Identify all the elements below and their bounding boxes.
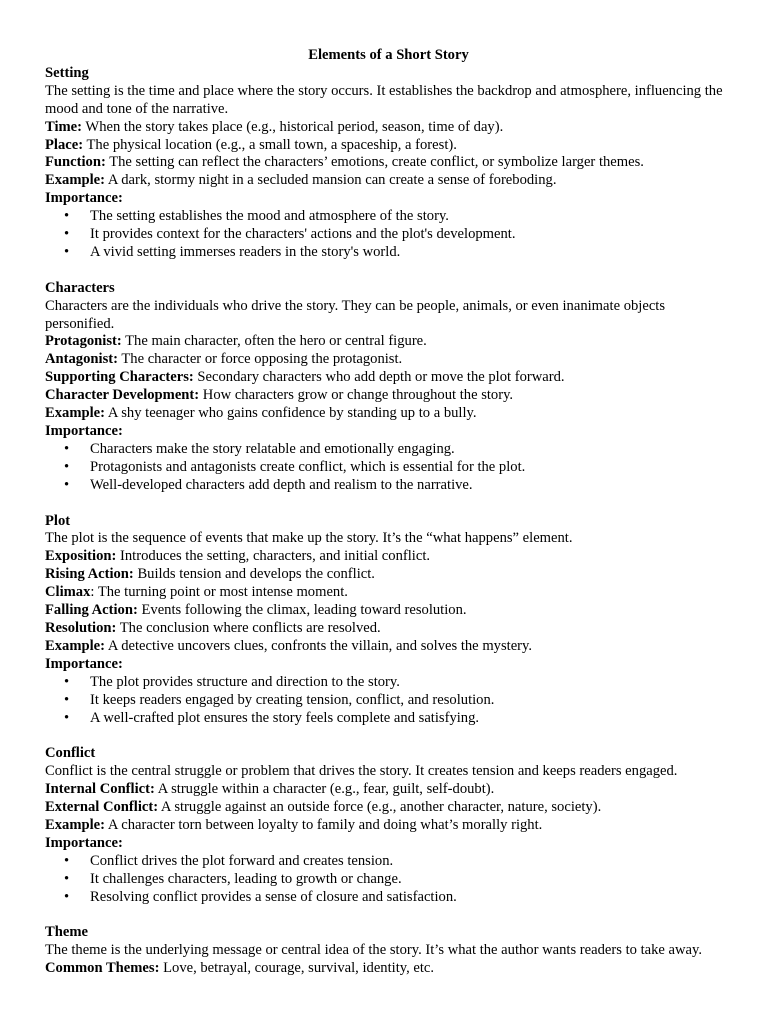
list-item-text: The plot provides structure and direction to the story.: [90, 673, 400, 690]
importance-label: Importance:: [45, 423, 123, 440]
definition-text: Introduces the setting, characters, and initial conflict.: [116, 548, 431, 565]
definition-term: Example:: [45, 816, 105, 833]
definition-text: When the story takes place (e.g., historical period, season, time of day).: [82, 118, 504, 135]
definition-text: A dark, stormy night in a secluded mansion can create a sense of foreboding.: [105, 172, 557, 189]
section-heading: Theme: [45, 924, 88, 941]
importance-list: [45, 674, 732, 728]
definition-term: External Conflict:: [45, 799, 159, 816]
list-item: [45, 226, 732, 244]
section-intro: The plot is the sequence of events that make up the story. It’s the “what happens” element.: [45, 530, 573, 547]
list-item: [45, 244, 732, 262]
section-spacer: [45, 906, 732, 924]
list-item-text: Well-developed characters add depth and realism to the narrative.: [90, 476, 473, 493]
bullet-icon: •: [64, 888, 70, 905]
definition-term: Antagonist:: [45, 351, 118, 368]
definition-text: How characters grow or change throughout the story.: [199, 387, 514, 404]
importance-list: [45, 853, 732, 907]
definition-line: [45, 333, 732, 351]
list-item: [45, 208, 732, 226]
list-item: [45, 674, 732, 692]
definition-term: Place:: [45, 136, 84, 153]
document-title: Elements of a Short Story: [308, 47, 469, 63]
section-heading: Characters: [45, 279, 115, 296]
definition-text: A detective uncovers clues, confronts the villain, and solves the mystery.: [105, 637, 533, 654]
definition-text: The physical location (e.g., a small town, a spaceship, a forest).: [83, 136, 457, 153]
bullet-icon: •: [64, 709, 70, 726]
definition-line: [45, 781, 732, 799]
list-item-text: It provides context for the characters' actions and the plot's development.: [90, 226, 516, 243]
bullet-icon: •: [64, 440, 70, 457]
definition-term: Character Development:: [45, 387, 200, 404]
section-heading: Plot: [45, 512, 71, 529]
document-body: [45, 65, 732, 978]
definition-text: Builds tension and develops the conflict.: [133, 566, 375, 583]
section-spacer: [45, 495, 732, 513]
definition-term: Climax: [45, 584, 91, 601]
section-plot: [45, 513, 732, 728]
list-item-text: Resolving conflict provides a sense of closure and satisfaction.: [90, 888, 457, 905]
definition-line: [45, 137, 732, 155]
importance-label: Importance:: [45, 190, 123, 207]
list-item: [45, 692, 732, 710]
definition-line: [45, 548, 732, 566]
definition-term: Protagonist:: [45, 333, 122, 350]
section-intro: Characters are the individuals who drive the story. They can be people, animals, or even inanimate objects personified.: [45, 297, 666, 332]
bullet-icon: •: [64, 226, 70, 243]
bullet-icon: •: [64, 458, 70, 475]
definition-line: [45, 351, 732, 369]
definition-text: A struggle against an outside force (e.g., another character, nature, society).: [158, 799, 602, 816]
definition-text: Secondary characters who add depth or move the plot forward.: [193, 369, 565, 386]
definition-line: [45, 638, 732, 656]
list-item: [45, 871, 732, 889]
bullet-icon: •: [64, 476, 70, 493]
section-spacer: [45, 262, 732, 280]
definition-text: Love, betrayal, courage, survival, identity, etc.: [159, 960, 435, 977]
definition-line: [45, 566, 732, 584]
definition-line: [45, 799, 732, 817]
importance-list: [45, 208, 732, 262]
definition-line: [45, 405, 732, 423]
definition-text: A character torn between loyalty to family and doing what’s morally right.: [105, 816, 543, 833]
section-characters: [45, 280, 732, 495]
definition-line: [45, 172, 732, 190]
section-heading: Conflict: [45, 745, 96, 762]
definition-line: [45, 119, 732, 137]
definition-text: A struggle within a character (e.g., fear, guilt, self-doubt).: [154, 781, 495, 798]
definition-line: [45, 817, 732, 835]
list-item-text: Protagonists and antagonists create conflict, which is essential for the plot.: [90, 458, 526, 475]
bullet-icon: •: [64, 673, 70, 690]
list-item: [45, 459, 732, 477]
list-item: [45, 710, 732, 728]
bullet-icon: •: [64, 208, 70, 225]
list-item: [45, 477, 732, 495]
definition-term: Function:: [45, 154, 106, 171]
definition-line: [45, 154, 732, 172]
definition-text: The main character, often the hero or central figure.: [121, 333, 427, 350]
section-spacer: [45, 727, 732, 745]
definition-term: Resolution:: [45, 619, 117, 636]
list-item: [45, 441, 732, 459]
importance-list: [45, 441, 732, 495]
list-item-text: The setting establishes the mood and atmosphere of the story.: [90, 208, 449, 225]
definition-text: The setting can reflect the characters’ emotions, create conflict, or symbolize larger themes.: [105, 154, 644, 171]
bullet-icon: •: [64, 243, 70, 260]
section-theme: [45, 924, 732, 978]
list-item-text: A well-crafted plot ensures the story feels complete and satisfying.: [90, 709, 480, 726]
definition-text: The character or force opposing the protagonist.: [117, 351, 403, 368]
definition-line: [45, 960, 732, 978]
definition-term: Falling Action:: [45, 602, 138, 619]
definition-text: The conclusion where conflicts are resolved.: [116, 619, 381, 636]
definition-text: A shy teenager who gains confidence by standing up to a bully.: [105, 405, 477, 422]
definition-term: Example:: [45, 172, 105, 189]
section-heading: Setting: [45, 64, 89, 81]
definition-text: Events following the climax, leading toward resolution.: [137, 602, 467, 619]
definition-line: [45, 369, 732, 387]
list-item-text: Conflict drives the plot forward and creates tension.: [90, 852, 394, 869]
section-conflict: [45, 745, 732, 906]
importance-label: Importance:: [45, 655, 123, 672]
list-item-text: Characters make the story relatable and emotionally engaging.: [90, 440, 455, 457]
section-setting: [45, 65, 732, 262]
section-intro: The setting is the time and place where the story occurs. It establishes the backdrop and atmosphere, influencing the mood and tone of the narrative.: [45, 82, 723, 117]
definition-term: Internal Conflict:: [45, 781, 155, 798]
definition-line: [45, 620, 732, 638]
definition-term: Exposition:: [45, 548, 117, 565]
section-intro: The theme is the underlying message or central idea of the story. It’s what the author wants readers to take away.: [45, 942, 703, 959]
definition-term: Supporting Characters:: [45, 369, 194, 386]
definition-line: [45, 602, 732, 620]
definition-text: : The turning point or most intense moment.: [90, 584, 348, 601]
definition-line: [45, 387, 732, 405]
bullet-icon: •: [64, 691, 70, 708]
list-item: [45, 853, 732, 871]
bullet-icon: •: [64, 870, 70, 887]
bullet-icon: •: [64, 852, 70, 869]
list-item-text: A vivid setting immerses readers in the story's world.: [90, 243, 401, 260]
section-intro: Conflict is the central struggle or problem that drives the story. It creates tension and keeps readers engaged.: [45, 763, 678, 780]
importance-label: Importance:: [45, 834, 123, 851]
definition-line: [45, 584, 732, 602]
definition-term: Example:: [45, 405, 105, 422]
definition-term: Rising Action:: [45, 566, 134, 583]
definition-term: Time:: [45, 118, 83, 135]
list-item: [45, 889, 732, 907]
definition-term: Common Themes:: [45, 960, 160, 977]
list-item-text: It challenges characters, leading to growth or change.: [90, 870, 402, 887]
list-item-text: It keeps readers engaged by creating tension, conflict, and resolution.: [90, 691, 495, 708]
definition-term: Example:: [45, 637, 105, 654]
